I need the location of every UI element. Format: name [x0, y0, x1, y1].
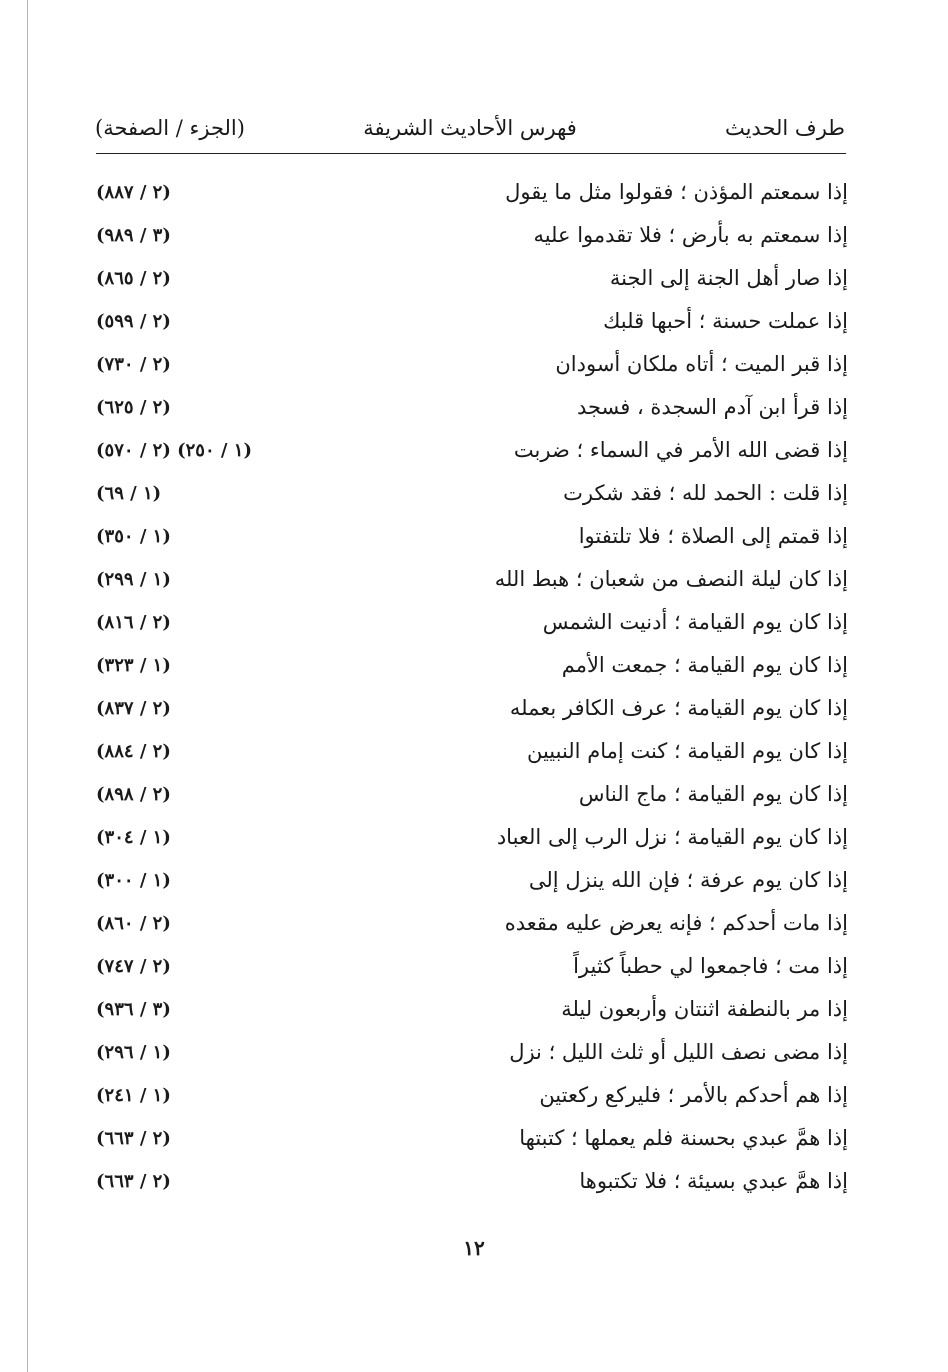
list-item — [96, 772, 848, 815]
volume-page-ref: (١ / ٢٩٩) — [96, 569, 171, 590]
hadith-text: إذا كان يوم القيامة ؛ نزل الرب إلى العباد — [496, 825, 848, 849]
volume-page-ref: (٢ / ٦٦٣) — [96, 1128, 171, 1149]
list-item — [96, 385, 848, 428]
hadith-text: إذا قمتم إلى الصلاة ؛ فلا تلتفتوا — [578, 524, 848, 548]
volume-page-ref: (٢ / ٨٣٧) — [96, 698, 171, 719]
list-item — [96, 944, 848, 987]
list-item — [96, 471, 848, 514]
hadith-text: إذا عملت حسنة ؛ أحبها قلبك — [603, 309, 848, 333]
hadith-index-list — [96, 170, 848, 1202]
volume-page-ref: (١ / ٢٤١) — [96, 1085, 171, 1106]
hadith-text: إذا قرأ ابن آدم السجدة ، فسجد — [576, 395, 848, 419]
list-item — [96, 1030, 848, 1073]
hadith-text: إذا صار أهل الجنة إلى الجنة — [609, 266, 848, 290]
page-number: ١٢ — [463, 1236, 485, 1260]
volume-page-ref: (٢ / ٦٢٥) — [96, 397, 171, 418]
hadith-text: إذا كان يوم القيامة ؛ عرف الكافر بعمله — [509, 696, 848, 720]
page-edge-line — [27, 0, 28, 1372]
list-item — [96, 428, 848, 471]
hadith-text: إذا قلت : الحمد لله ؛ فقد شكرت — [563, 481, 848, 505]
volume-page-ref: (١ / ٣٠٠) — [96, 870, 171, 891]
list-item — [96, 901, 848, 944]
volume-page-ref: (١ / ٣٠٤) — [96, 827, 171, 848]
volume-page-ref: (٢ / ٨٨٤) — [96, 741, 171, 762]
hadith-text: إذا مات أحدكم ؛ فإنه يعرض عليه مقعده — [504, 911, 848, 935]
hadith-text: إذا مر بالنطفة اثنتان وأربعون ليلة — [561, 997, 848, 1021]
volume-page-ref: (٢ / ٨٩٨) — [96, 784, 171, 805]
list-item — [96, 729, 848, 772]
volume-page-ref: (٢ / ٥٩٩) — [96, 311, 171, 332]
page-header — [95, 112, 845, 148]
hadith-text: إذا كان يوم عرفة ؛ فإن الله ينزل إلى — [528, 868, 848, 892]
list-item — [96, 643, 848, 686]
list-item — [96, 600, 848, 643]
list-item — [96, 858, 848, 901]
list-item — [96, 342, 848, 385]
list-item — [96, 1073, 848, 1116]
hadith-text: إذا كان ليلة النصف من شعبان ؛ هبط الله — [494, 567, 848, 591]
volume-page-ref: (١ / ٢٥٠) (٢ / ٥٧٠) — [96, 440, 252, 461]
volume-page-ref: (٢ / ٧٤٧) — [96, 956, 171, 977]
hadith-text: إذا سمعتم به بأرض ؛ فلا تقدموا عليه — [533, 223, 848, 247]
hadith-text: إذا كان يوم القيامة ؛ كنت إمام النبيين — [526, 739, 848, 763]
hadith-text: إذا هم أحدكم بالأمر ؛ فليركع ركعتين — [539, 1083, 848, 1107]
list-item — [96, 299, 848, 342]
hadith-text: إذا قبر الميت ؛ أتاه ملكان أسودان — [555, 352, 848, 376]
list-item — [96, 815, 848, 858]
header-volume-page-title: (الجزء / الصفحة) — [95, 116, 245, 140]
hadith-text: إذا سمعتم المؤذن ؛ فقولوا مثل ما يقول — [505, 180, 848, 204]
list-item — [96, 1116, 848, 1159]
list-item — [96, 557, 848, 600]
volume-page-ref: (١ / ٣٢٣) — [96, 655, 171, 676]
volume-page-ref: (١ / ٣٥٠) — [96, 526, 171, 547]
hadith-text: إذا مت ؛ فاجمعوا لي حطباً كثيراً — [573, 954, 848, 978]
list-item — [96, 987, 848, 1030]
header-index-title: فهرس الأحاديث الشريفة — [363, 116, 577, 140]
volume-page-ref: (٢ / ٨٦٥) — [96, 268, 171, 289]
volume-page-ref: (٢ / ٨١٦) — [96, 612, 171, 633]
volume-page-ref: (٢ / ٨٦٠) — [96, 913, 171, 934]
header-divider — [96, 153, 846, 154]
hadith-text: إذا كان يوم القيامة ؛ جمعت الأمم — [561, 653, 848, 677]
hadith-text: إذا مضى نصف الليل أو ثلث الليل ؛ نزل — [509, 1040, 848, 1064]
volume-page-ref: (٢ / ٦٦٣) — [96, 1171, 171, 1192]
hadith-text: إذا كان يوم القيامة ؛ أدنيت الشمس — [542, 610, 848, 634]
hadith-text: إذا همَّ عبدي بسيئة ؛ فلا تكتبوها — [579, 1169, 848, 1193]
header-hadith-title: طرف الحديث — [724, 116, 845, 140]
list-item — [96, 514, 848, 557]
hadith-text: إذا همَّ عبدي بحسنة فلم يعملها ؛ كتبتها — [519, 1126, 848, 1150]
list-item — [96, 256, 848, 299]
hadith-text: إذا قضى الله الأمر في السماء ؛ ضربت — [513, 438, 848, 462]
volume-page-ref: (٢ / ٨٨٧) — [96, 182, 171, 203]
list-item — [96, 170, 848, 213]
list-item — [96, 1159, 848, 1202]
list-item — [96, 686, 848, 729]
volume-page-ref: (٢ / ٧٣٠) — [96, 354, 171, 375]
volume-page-ref: (١ / ٢٩٦) — [96, 1042, 171, 1063]
volume-page-ref: (٣ / ٩٣٦) — [96, 999, 171, 1020]
volume-page-ref: (١ / ٦٩) — [96, 483, 162, 504]
list-item — [96, 213, 848, 256]
volume-page-ref: (٣ / ٩٨٩) — [96, 225, 171, 246]
hadith-text: إذا كان يوم القيامة ؛ ماج الناس — [578, 782, 848, 806]
